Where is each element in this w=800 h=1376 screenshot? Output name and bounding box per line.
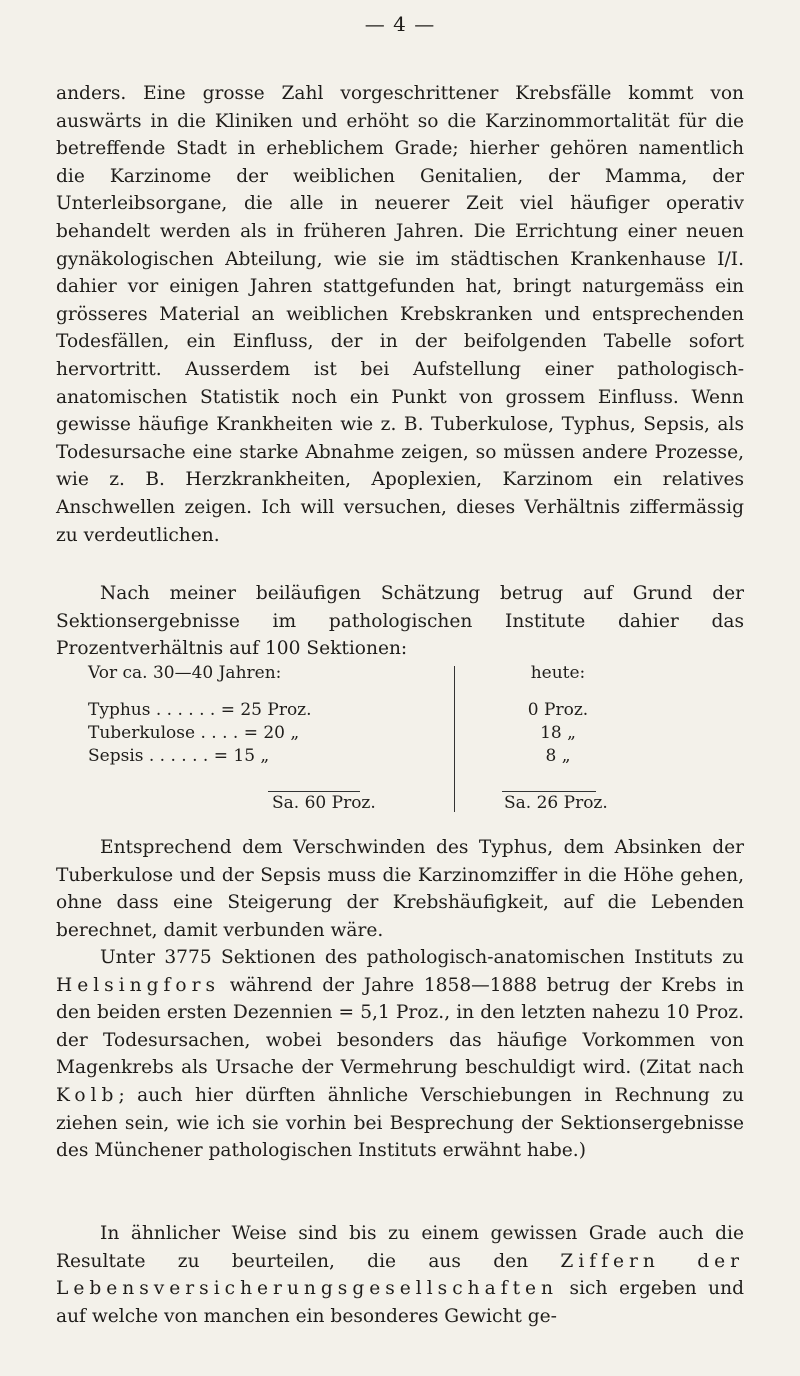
percentage-table [88,662,748,812]
paragraph-5-part-b: sich ergeben und auf welche von manchen ein besonderes Gewicht ge- [56,1278,744,1327]
left-sum: Sa. 60 Proz. [272,793,376,813]
paragraph-3 [56,834,744,944]
author-kolb: Kolb [56,1084,119,1106]
paragraph-3-text: Entsprechend dem Verschwinden des Typhus, dem Absinken der Tuberkulose und der Sepsis muss die Karzinomziffer in die Höhe gehen, ohne dass eine Steigerung der Krebshäufigkeit, auf die Lebenden berechnet, damit verbunden wäre. [56,837,744,941]
paragraph-4 [56,944,744,1165]
row-value: 0 Proz. [527,700,589,720]
table-row [88,745,360,768]
page-number: — 4 — [364,12,436,36]
paragraph-4-text [56,944,744,1165]
paragraph-5-part-a: In ähnlicher Weise sind bis zu einem gewissen Grade auch die Resultate zu beurteilen, die aus den [56,1223,744,1272]
right-heading-text: heute: [530,663,586,683]
table-left-heading [88,662,360,699]
paragraph-1-text: anders. Eine grosse Zahl vorgeschrittener Krebsfälle kommt von auswärts in die Kliniken und erhöht so die Karzinommortalität für die betreffende Stadt in erheblichem Grade; hierher gehören namentlich die Karzinome der weiblichen Genitalien, der Mamma, der Unterleibsorgane, die alle in neuerer Zeit viel häufiger operativ behandelt werden als in früheren Jahren. Die Errichtung einer neuen gynäkologischen Abteilung, wie sie im städtischen Krankenhause I/I. dahier vor einigen Jahren stattgefunden hat, bringt naturgemäss ein grösseres Material an weiblichen Krebskranken und entsprechenden Todesfällen, ein Einfluss, der in der beifolgenden Tabelle sofort hervortritt. Ausserdem ist bei Aufstellung einer pathologisch-anatomischen Statistik noch ein Punkt von grossem Einfluss. Wenn gewisse häufige Krankheiten wie z. B. Tuberkulose, Typhus, Sepsis, als Todesursache eine starke Abnahme zeigen, so müssen andere Prozesse, wie z. B. Herzkrankheiten, Apoplexien, Karzinom ein relatives Anschwellen zeigen. Ich will versuchen, dieses Verhältnis ziffermässig zu verdeutlichen. [56,83,744,546]
table-left-column [88,662,360,768]
table-row [448,745,668,768]
table-row [448,699,668,722]
row-value: 8 „ [545,746,571,766]
row-label: Tuberkulose . . . . = 20 „ [88,723,300,743]
paragraph-5 [56,1220,744,1330]
table-row [448,722,668,745]
paragraph-4-part-b: während der Jahre 1858—1888 betrug der Krebs in den beiden ersten Dezennien = 5,1 Proz., in den letzten nahezu 10 Proz. der Todesursachen, wobei besonders das häufige Vorkommen von Magenkrebs als Ursache der Vermehrung beschuldigt wird. (Zitat nach [56,974,744,1079]
city-helsingfors: Helsingfors [56,974,221,996]
paragraph-1 [56,80,744,549]
table-row [88,699,360,722]
paragraph-5-text [56,1220,744,1330]
table-row [88,722,360,745]
row-value: 18 „ [540,723,576,743]
table-right-heading [448,662,668,699]
left-heading-text: Vor ca. 30—40 Jahren: [88,663,282,683]
table-right-column [448,662,668,768]
paragraph-2-text: Nach meiner beiläufigen Schätzung betrug auf Grund der Sektionsergebnisse im pathologischen Institute dahier das Prozentverhältnis auf 100 Sektionen: [56,583,744,660]
paragraph-4-part-a: Unter 3775 Sektionen des pathologisch-anatomischen Instituts zu [100,947,744,968]
ziffern-emphasis: Ziffern der Lebensversicherungsgesellschaften [56,1250,744,1300]
right-sum: Sa. 26 Proz. [504,793,608,813]
row-label: Sepsis . . . . . . = 15 „ [88,746,270,766]
paragraph-4-part-c: ; auch hier dürften ähnliche Verschiebungen in Rechnung zu ziehen sein, wie ich sie vorhin bei Besprechung der Sektionsergebnisse des Münchener pathologischen Instituts erwähnt habe.) [56,1084,744,1162]
row-label: Typhus . . . . . . = 25 Proz. [88,700,312,720]
paragraph-2 [56,580,744,663]
